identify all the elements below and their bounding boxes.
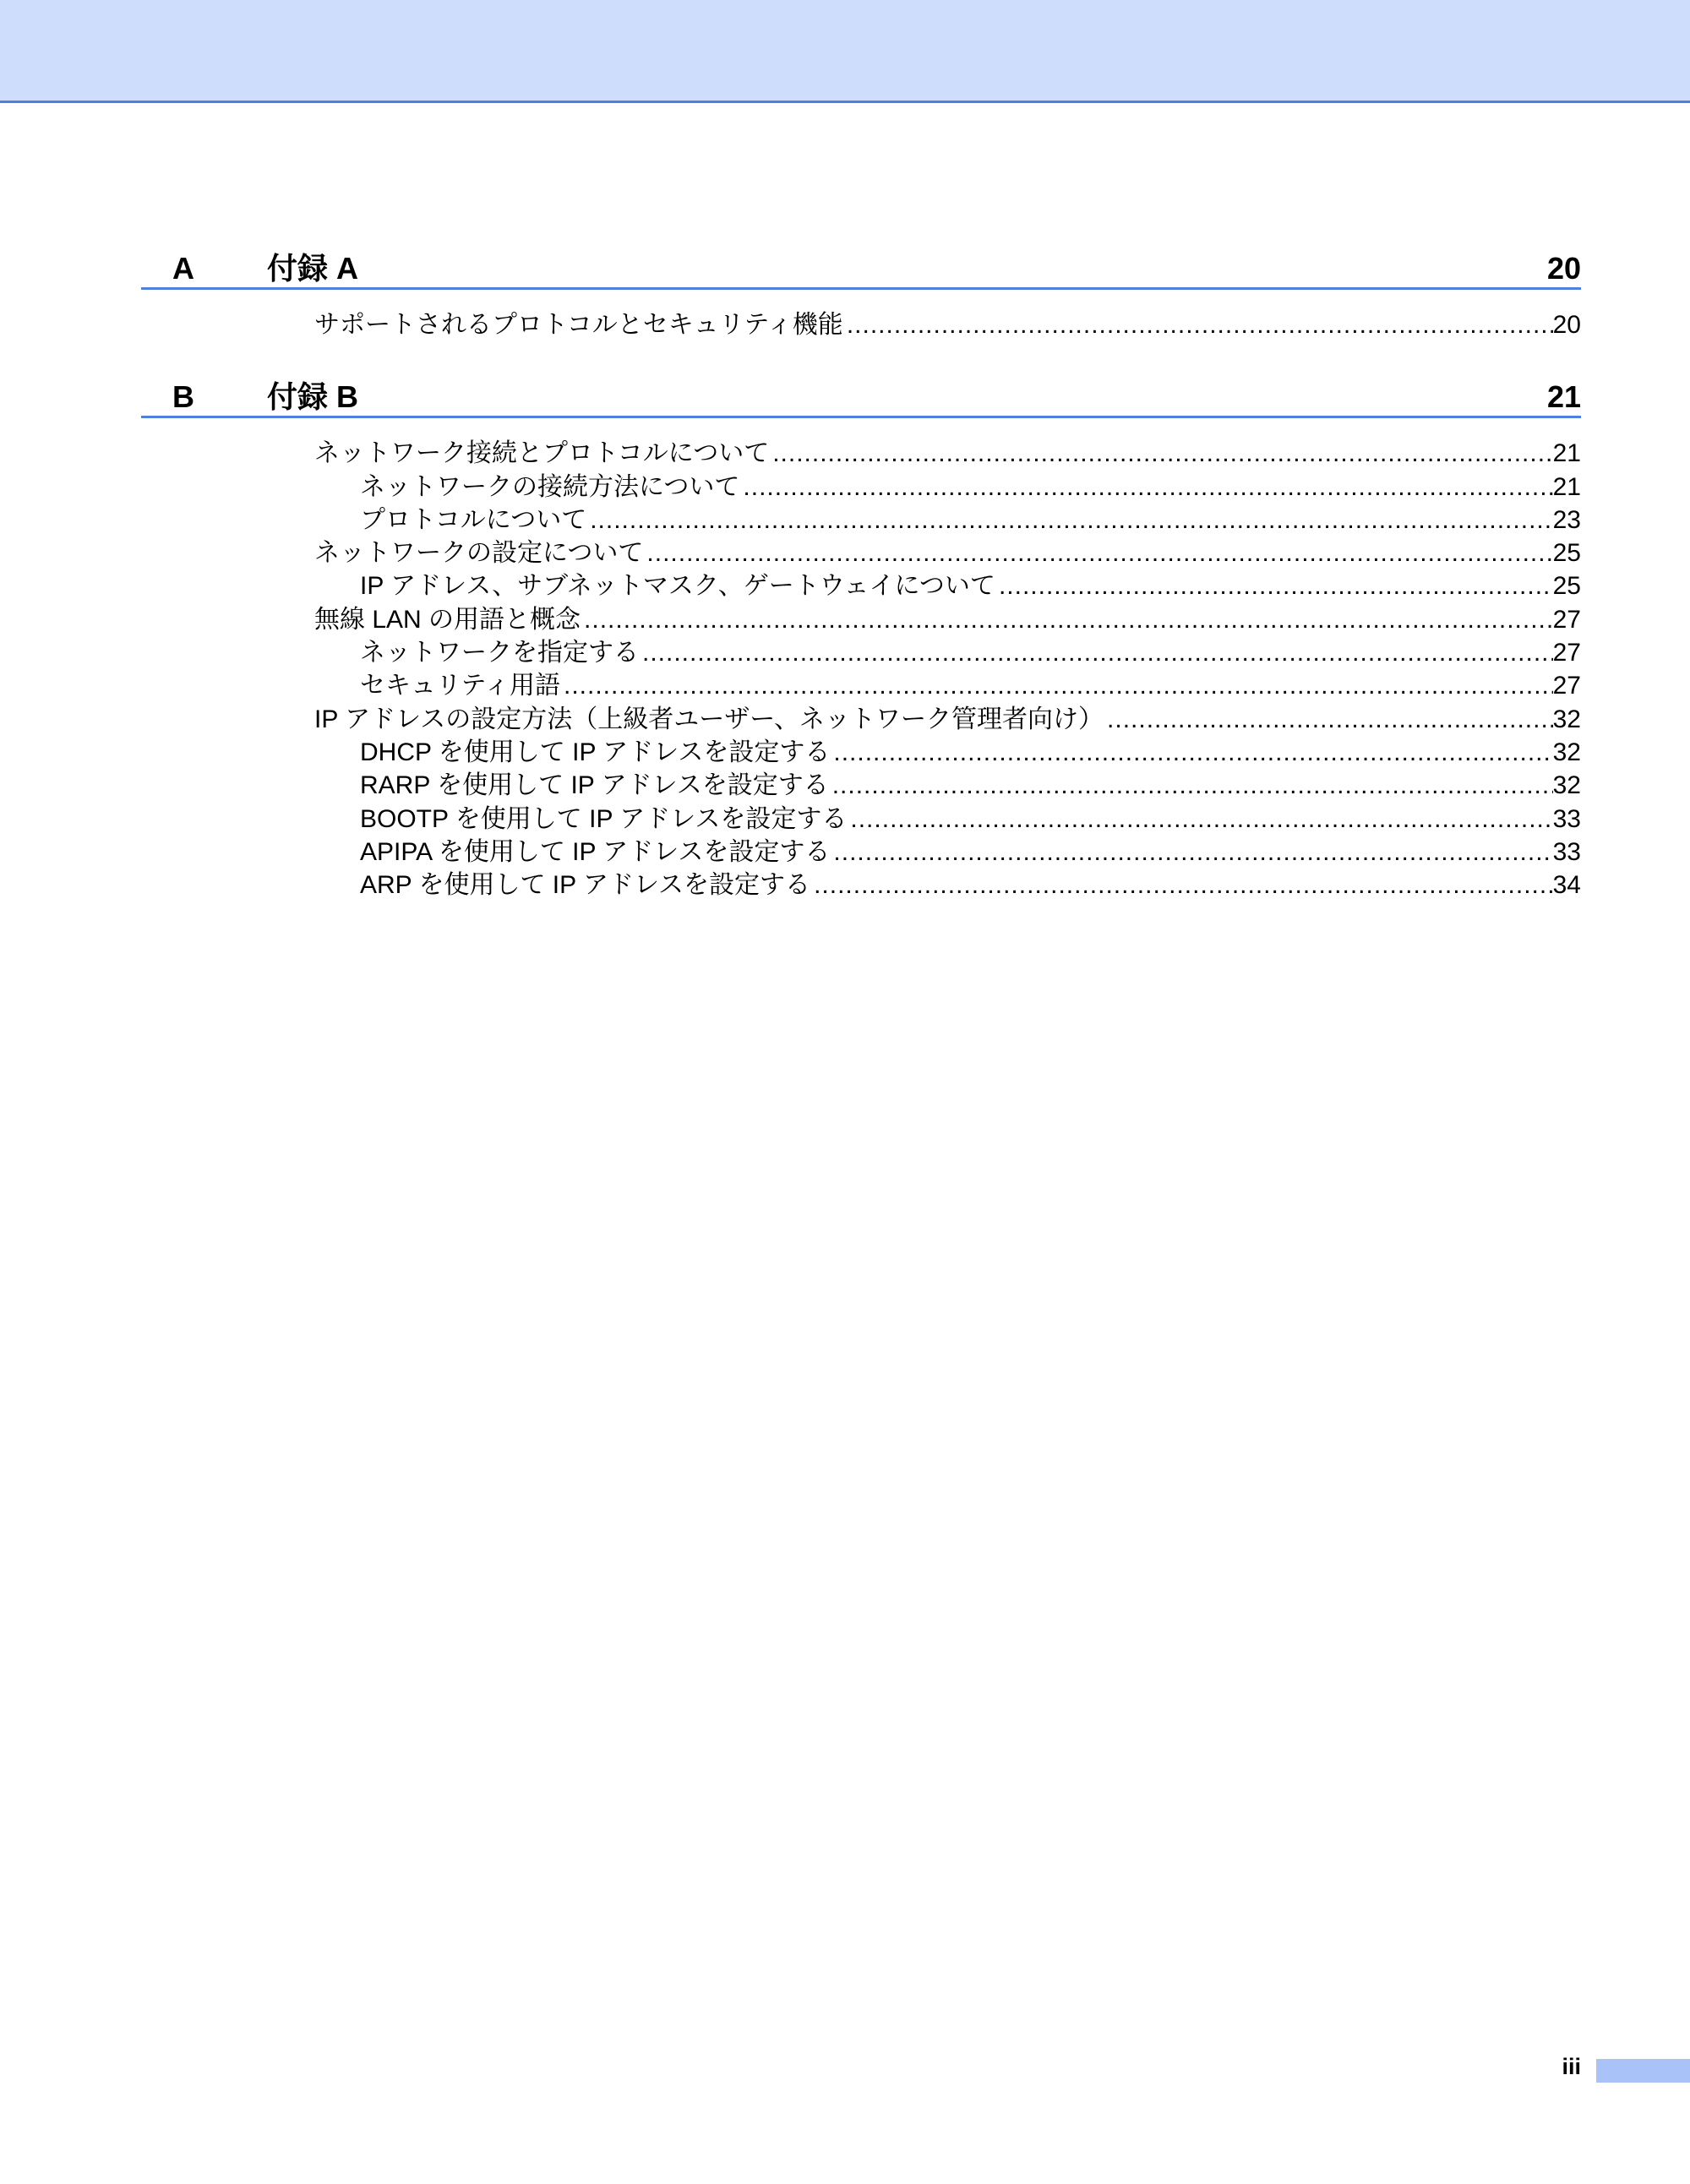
- toc-entry-label: APIPA を使用して IP アドレスを設定する: [360, 837, 831, 866]
- table-of-contents: [141, 245, 1581, 901]
- toc-entry[interactable]: [141, 703, 1581, 736]
- toc-entry-label: ネットワーク接続とプロトコルについて: [314, 439, 770, 468]
- dot-leader: [999, 569, 1553, 602]
- toc-entry[interactable]: [141, 836, 1581, 869]
- toc-entry[interactable]: [141, 603, 1581, 636]
- toc-entry-label: ネットワークを指定する: [360, 639, 639, 667]
- dot-leader: [850, 803, 1552, 836]
- toc-entry[interactable]: [141, 569, 1581, 602]
- section-page-number: 20: [1546, 251, 1581, 286]
- toc-entry-label: IP アドレスの設定方法（上級者ユーザー、ネットワーク管理者向け）: [314, 705, 1104, 733]
- toc-entry-label: IP アドレス、サブネットマスク、ゲートウェイについて: [360, 572, 995, 601]
- toc-entry-page: 23: [1552, 505, 1581, 534]
- toc-entry-label: プロトコルについて: [360, 505, 587, 534]
- toc-entry-page: 25: [1552, 539, 1581, 568]
- dot-leader: [832, 769, 1553, 802]
- dot-leader: [1107, 703, 1553, 736]
- toc-section-b: [141, 373, 1581, 901]
- toc-entry-page: 21: [1552, 439, 1581, 468]
- toc-entry-page: 32: [1552, 705, 1581, 733]
- toc-entry[interactable]: [141, 536, 1581, 569]
- header-band: [0, 0, 1690, 103]
- toc-entry[interactable]: [141, 308, 1581, 341]
- toc-entry-page: 34: [1552, 871, 1581, 900]
- toc-entry-label: サポートされるプロトコルとセキュリティ機能: [314, 311, 843, 339]
- toc-entry[interactable]: [141, 803, 1581, 836]
- dot-leader: [646, 536, 1552, 569]
- dot-leader: [642, 636, 1553, 669]
- toc-entry-page: 27: [1552, 672, 1581, 700]
- toc-entry[interactable]: [141, 736, 1581, 769]
- toc-entry-page: 27: [1552, 605, 1581, 634]
- section-letter: B: [172, 379, 194, 415]
- toc-entry-label: 無線 LAN の用語と概念: [314, 605, 581, 634]
- section-page-number: 21: [1546, 379, 1581, 415]
- footer-tab-bar: [1596, 2059, 1690, 2083]
- toc-entry-page: 33: [1552, 804, 1581, 833]
- dot-leader: [564, 669, 1553, 702]
- page-number: iii: [1562, 2054, 1581, 2079]
- section-heading[interactable]: [141, 245, 1581, 290]
- toc-entry-label: ARP を使用して IP アドレスを設定する: [360, 871, 811, 900]
- toc-entry[interactable]: [141, 504, 1581, 536]
- dot-leader: [590, 504, 1552, 536]
- section-title: 付録 B: [267, 379, 359, 415]
- section-letter: A: [172, 251, 194, 286]
- toc-entry-label: DHCP を使用して IP アドレスを設定する: [360, 738, 831, 766]
- dot-leader: [847, 308, 1553, 341]
- toc-section-a: [141, 245, 1581, 341]
- dot-leader: [814, 869, 1553, 901]
- toc-entry-page: 27: [1552, 639, 1581, 667]
- toc-entry-page: 32: [1552, 771, 1581, 800]
- toc-entry[interactable]: [141, 669, 1581, 702]
- toc-entry-page: 20: [1552, 311, 1581, 339]
- section-heading[interactable]: [141, 373, 1581, 418]
- toc-entry-label: BOOTP を使用して IP アドレスを設定する: [360, 804, 848, 833]
- toc-entry[interactable]: [141, 437, 1581, 470]
- dot-leader: [833, 836, 1552, 869]
- toc-entry-label: セキュリティ用語: [360, 672, 560, 700]
- toc-entry-page: 32: [1552, 738, 1581, 766]
- section-title: 付録 A: [267, 251, 359, 286]
- dot-leader: [584, 603, 1553, 636]
- toc-entry[interactable]: [141, 869, 1581, 901]
- section-entries: [141, 418, 1581, 901]
- toc-entry-label: ネットワークの設定について: [314, 539, 644, 568]
- toc-entry-page: 21: [1552, 472, 1581, 501]
- section-entries: [141, 290, 1581, 341]
- toc-entry[interactable]: [141, 471, 1581, 504]
- toc-entry[interactable]: [141, 636, 1581, 669]
- dot-leader: [772, 437, 1552, 470]
- dot-leader: [833, 736, 1552, 769]
- toc-entry[interactable]: [141, 769, 1581, 802]
- dot-leader: [743, 471, 1552, 504]
- toc-entry-label: ネットワークの接続方法について: [360, 472, 740, 501]
- toc-entry-page: 33: [1552, 837, 1581, 866]
- toc-entry-label: RARP を使用して IP アドレスを設定する: [360, 771, 829, 800]
- toc-entry-page: 25: [1552, 572, 1581, 601]
